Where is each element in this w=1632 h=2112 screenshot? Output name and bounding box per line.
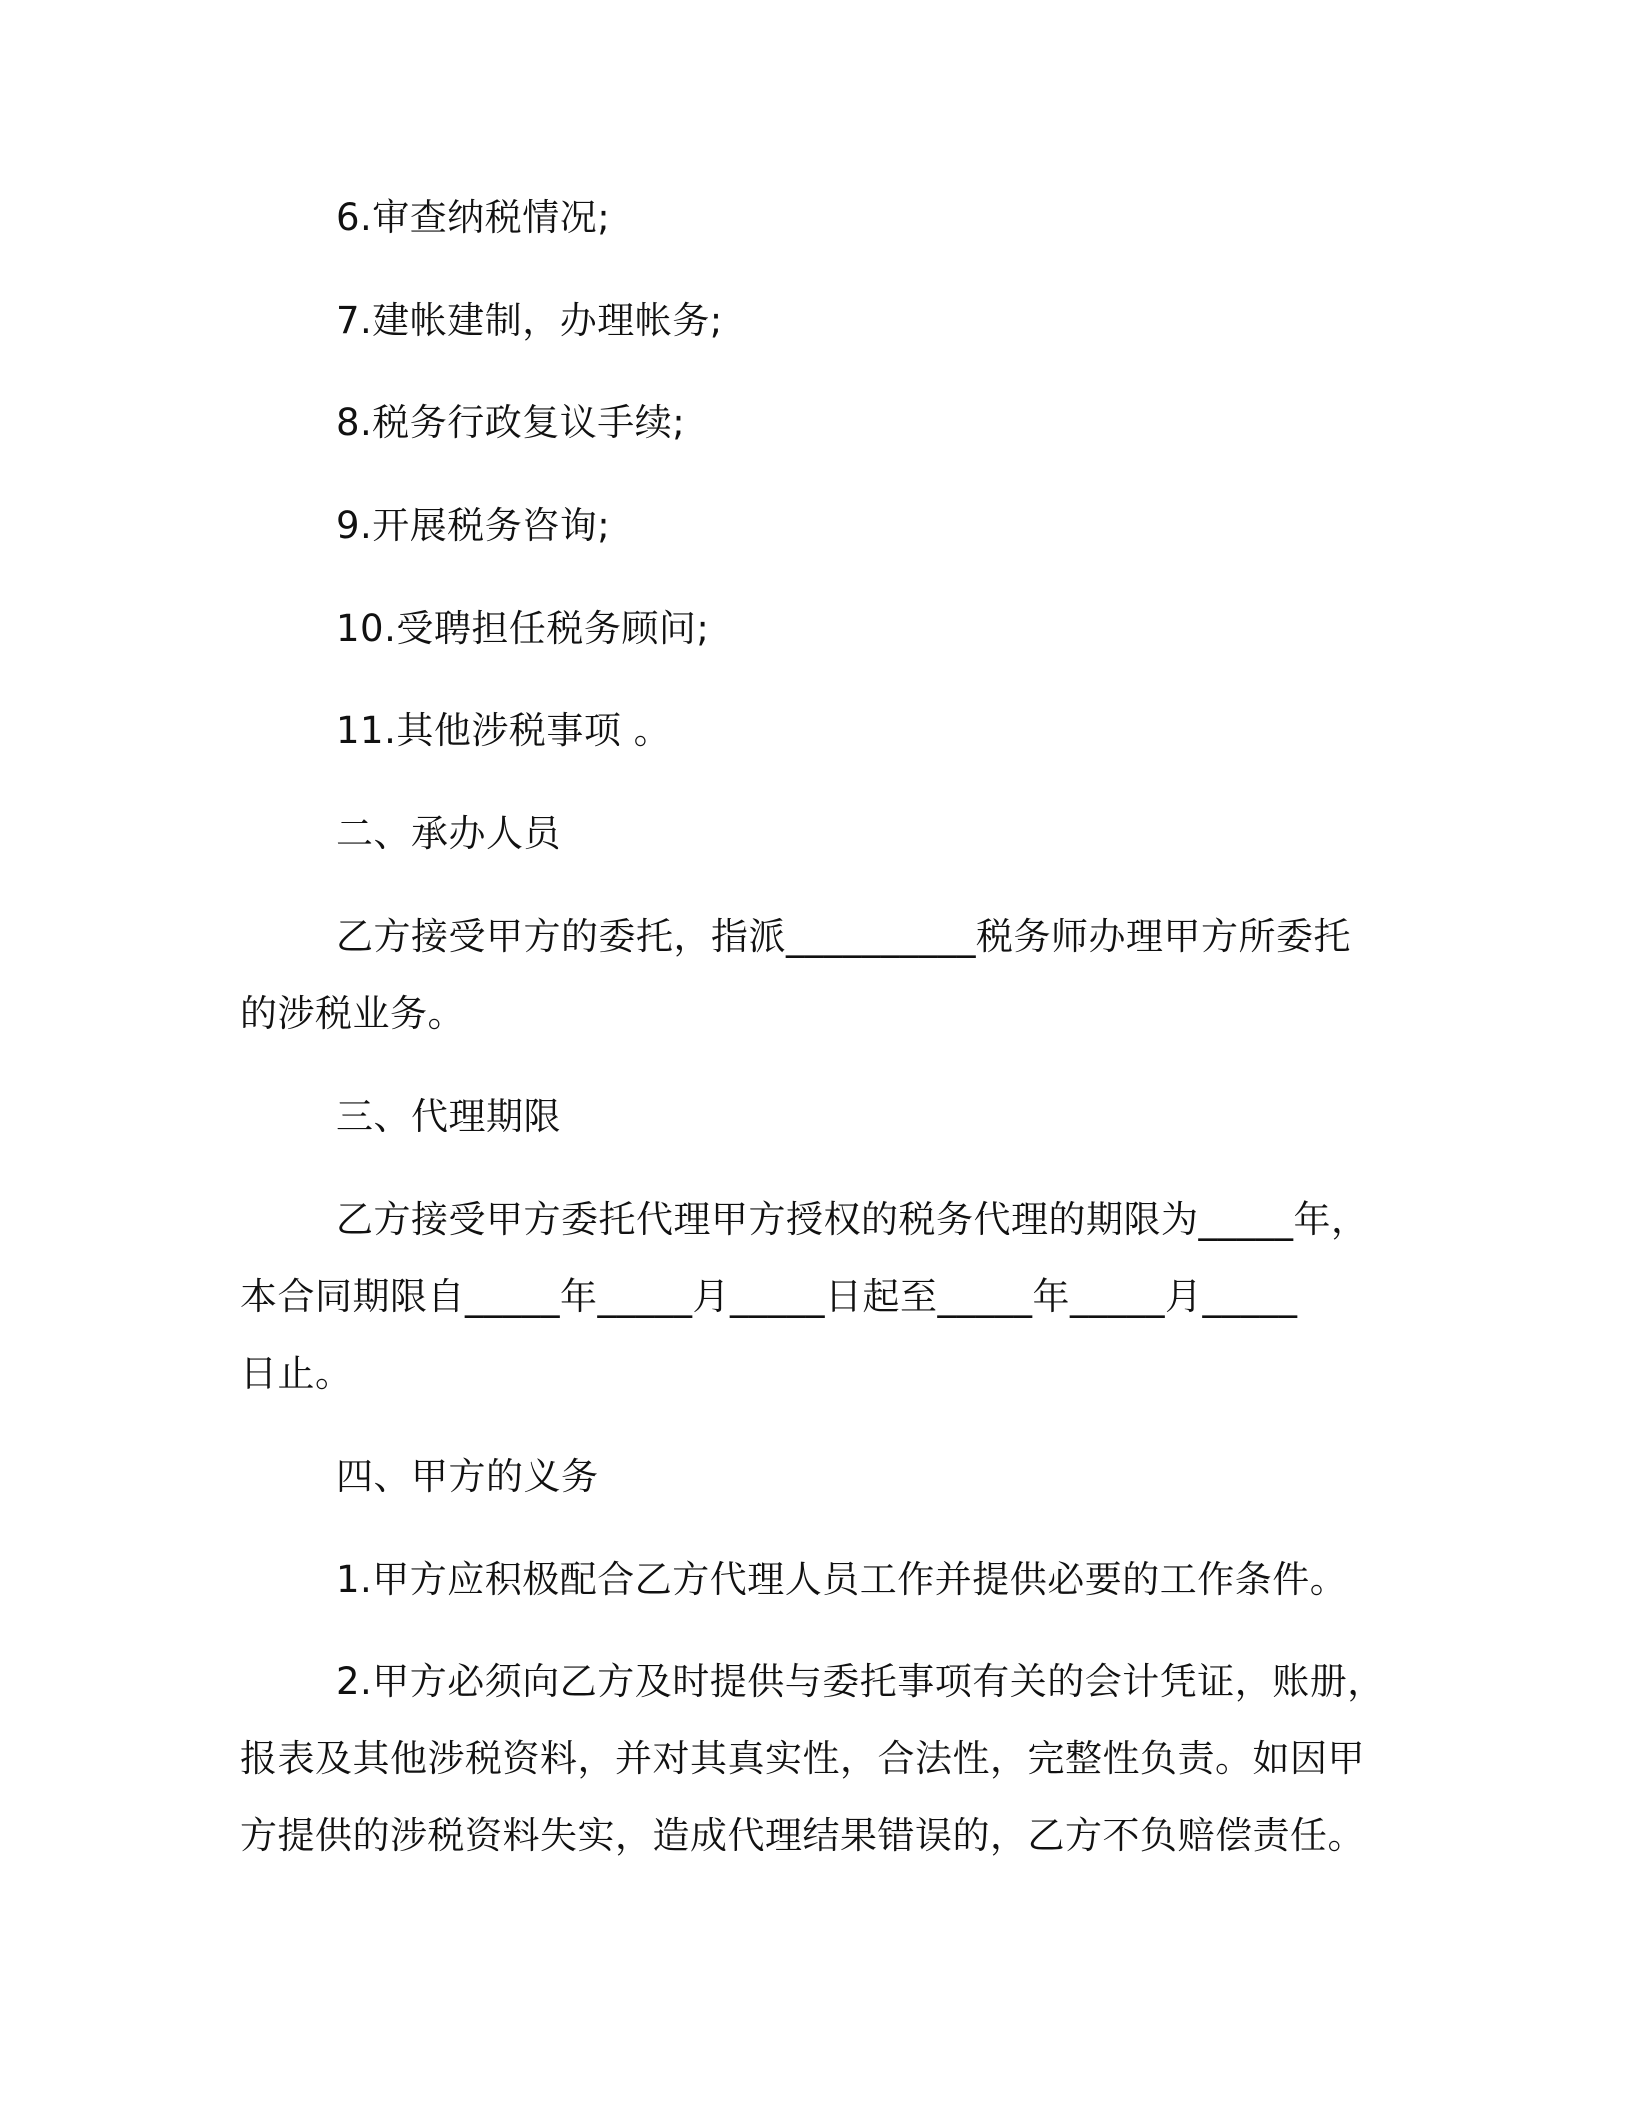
list-item-8: 8.税务行政复议手续; [336, 401, 686, 444]
paragraph-term-line-1: 乙方接受甲方委托代理甲方授权的税务代理的期限为_____年， [336, 1198, 1369, 1241]
section-heading-staff: 二、承办人员 [336, 812, 561, 855]
list-item-11: 11.其他涉税事项 。 [336, 709, 672, 752]
list-item-10: 10.受聘担任税务顾问; [336, 607, 710, 650]
paragraph-staff-line-1: 乙方接受甲方的委托，指派__________税务师办理甲方所委托 [336, 915, 1351, 958]
section-heading-term: 三、代理期限 [336, 1095, 561, 1138]
obligation-item-2-line-3: 方提供的涉税资料失实，造成代理结果错误的，乙方不负赔偿责任。 [240, 1814, 1365, 1857]
section-heading-obligations: 四、甲方的义务 [336, 1455, 599, 1498]
list-item-6: 6.审查纳税情况; [336, 196, 611, 239]
obligation-item-2-line-1: 2.甲方必须向乙方及时提供与委托事项有关的会计凭证，账册， [336, 1660, 1385, 1703]
paragraph-staff-line-2: 的涉税业务。 [240, 992, 465, 1035]
obligation-item-2-line-2: 报表及其他涉税资料，并对其真实性，合法性，完整性负责。如因甲 [240, 1737, 1365, 1780]
paragraph-term-line-3: 日止。 [240, 1352, 353, 1395]
list-item-9: 9.开展税务咨询; [336, 504, 611, 547]
paragraph-term-line-2: 本合同期限自_____年_____月_____日起至_____年_____月_____ [240, 1275, 1298, 1318]
obligation-item-1: 1.甲方应积极配合乙方代理人员工作并提供必要的工作条件。 [336, 1558, 1348, 1601]
list-item-7: 7.建帐建制，办理帐务; [336, 299, 723, 342]
